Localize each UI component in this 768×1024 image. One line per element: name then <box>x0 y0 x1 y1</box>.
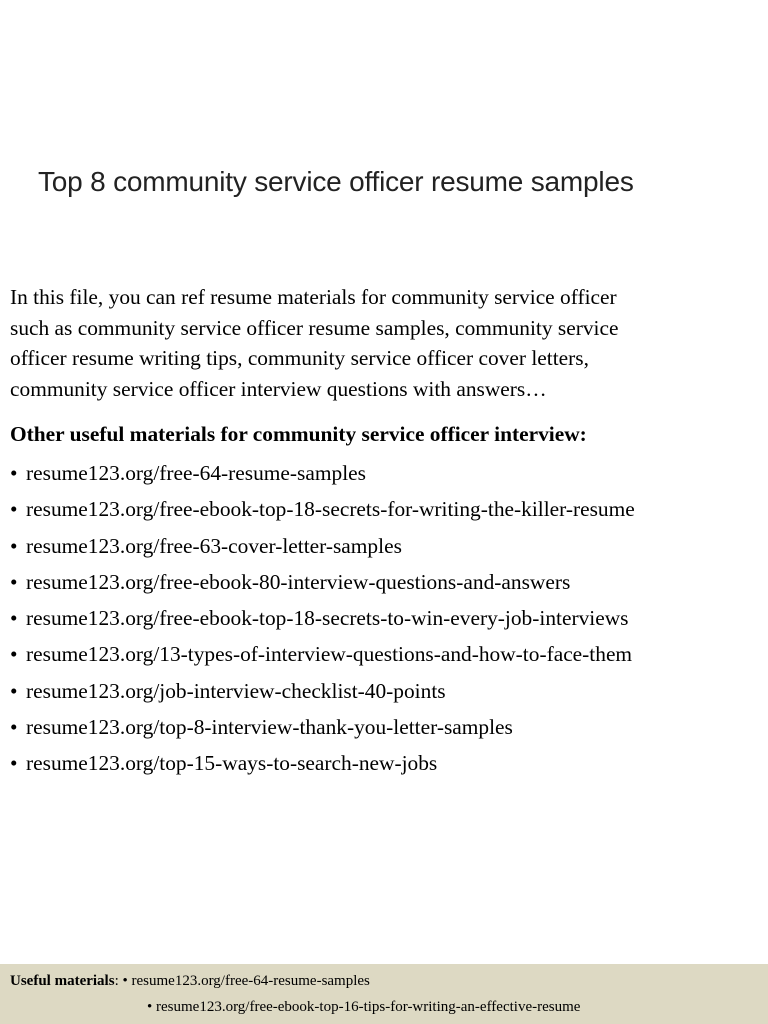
bullet-icon: • <box>10 751 18 776</box>
bullet-icon: • <box>10 606 18 631</box>
intro-line: In this file, you can ref resume materials for community service officer <box>10 285 617 309</box>
bullet-icon: • <box>10 533 18 558</box>
bullet-icon: • <box>10 461 18 485</box>
footer-link[interactable]: resume123.org/free-64-resume-samples <box>131 973 370 989</box>
bullet-icon: • <box>147 999 153 1015</box>
bullet-icon: • <box>10 642 18 667</box>
bullet-icon: • <box>10 715 18 740</box>
intro-line: community service officer interview questions with answers… <box>10 376 547 401</box>
list-item <box>10 748 635 784</box>
footer-separator: : <box>114 973 119 989</box>
resource-link[interactable]: resume123.org/top-15-ways-to-search-new-jobs <box>26 751 438 776</box>
resource-link[interactable]: resume123.org/job-interview-checklist-40-points <box>26 678 446 703</box>
footer-row <box>147 999 580 1016</box>
footer-link[interactable]: resume123.org/free-ebook-top-16-tips-for-writing-an-effective-resume <box>156 999 581 1015</box>
list-item <box>10 639 635 675</box>
intro-line: officer resume writing tips, community service officer cover letters, <box>10 346 589 370</box>
list-item <box>10 712 635 748</box>
list-item <box>10 567 635 603</box>
resource-link[interactable]: resume123.org/13-types-of-interview-questions-and-how-to-face-them <box>26 642 633 667</box>
footer-label: Useful materials <box>10 973 115 989</box>
list-item <box>10 531 635 567</box>
resource-link[interactable]: resume123.org/top-8-interview-thank-you-letter-samples <box>26 715 513 740</box>
resource-link[interactable]: resume123.org/free-63-cover-letter-samples <box>26 533 402 558</box>
list-item <box>10 458 635 494</box>
bullet-icon: • <box>10 497 18 522</box>
list-item <box>10 494 635 530</box>
footer-row <box>10 973 370 990</box>
bullet-icon: • <box>10 569 18 594</box>
resource-link[interactable]: resume123.org/free-ebook-top-18-secrets-for-writing-the-killer-resume <box>26 497 635 522</box>
materials-heading: Other useful materials for community service officer interview: <box>10 422 587 446</box>
resource-link[interactable]: resume123.org/free-ebook-top-18-secrets-to-win-every-job-interviews <box>26 606 629 631</box>
intro-line: such as community service officer resume samples, community service <box>10 315 619 340</box>
resource-link[interactable]: resume123.org/free-64-resume-samples <box>26 461 366 485</box>
bullet-icon: • <box>122 973 128 989</box>
list-item <box>10 603 635 639</box>
intro-paragraph <box>10 282 760 404</box>
materials-list <box>10 458 635 785</box>
resource-link[interactable]: resume123.org/free-ebook-80-interview-questions-and-answers <box>26 569 571 594</box>
page-title: Top 8 community service officer resume samples <box>38 166 634 197</box>
footer-bar <box>0 964 768 1024</box>
bullet-icon: • <box>10 678 18 703</box>
list-item <box>10 676 635 712</box>
